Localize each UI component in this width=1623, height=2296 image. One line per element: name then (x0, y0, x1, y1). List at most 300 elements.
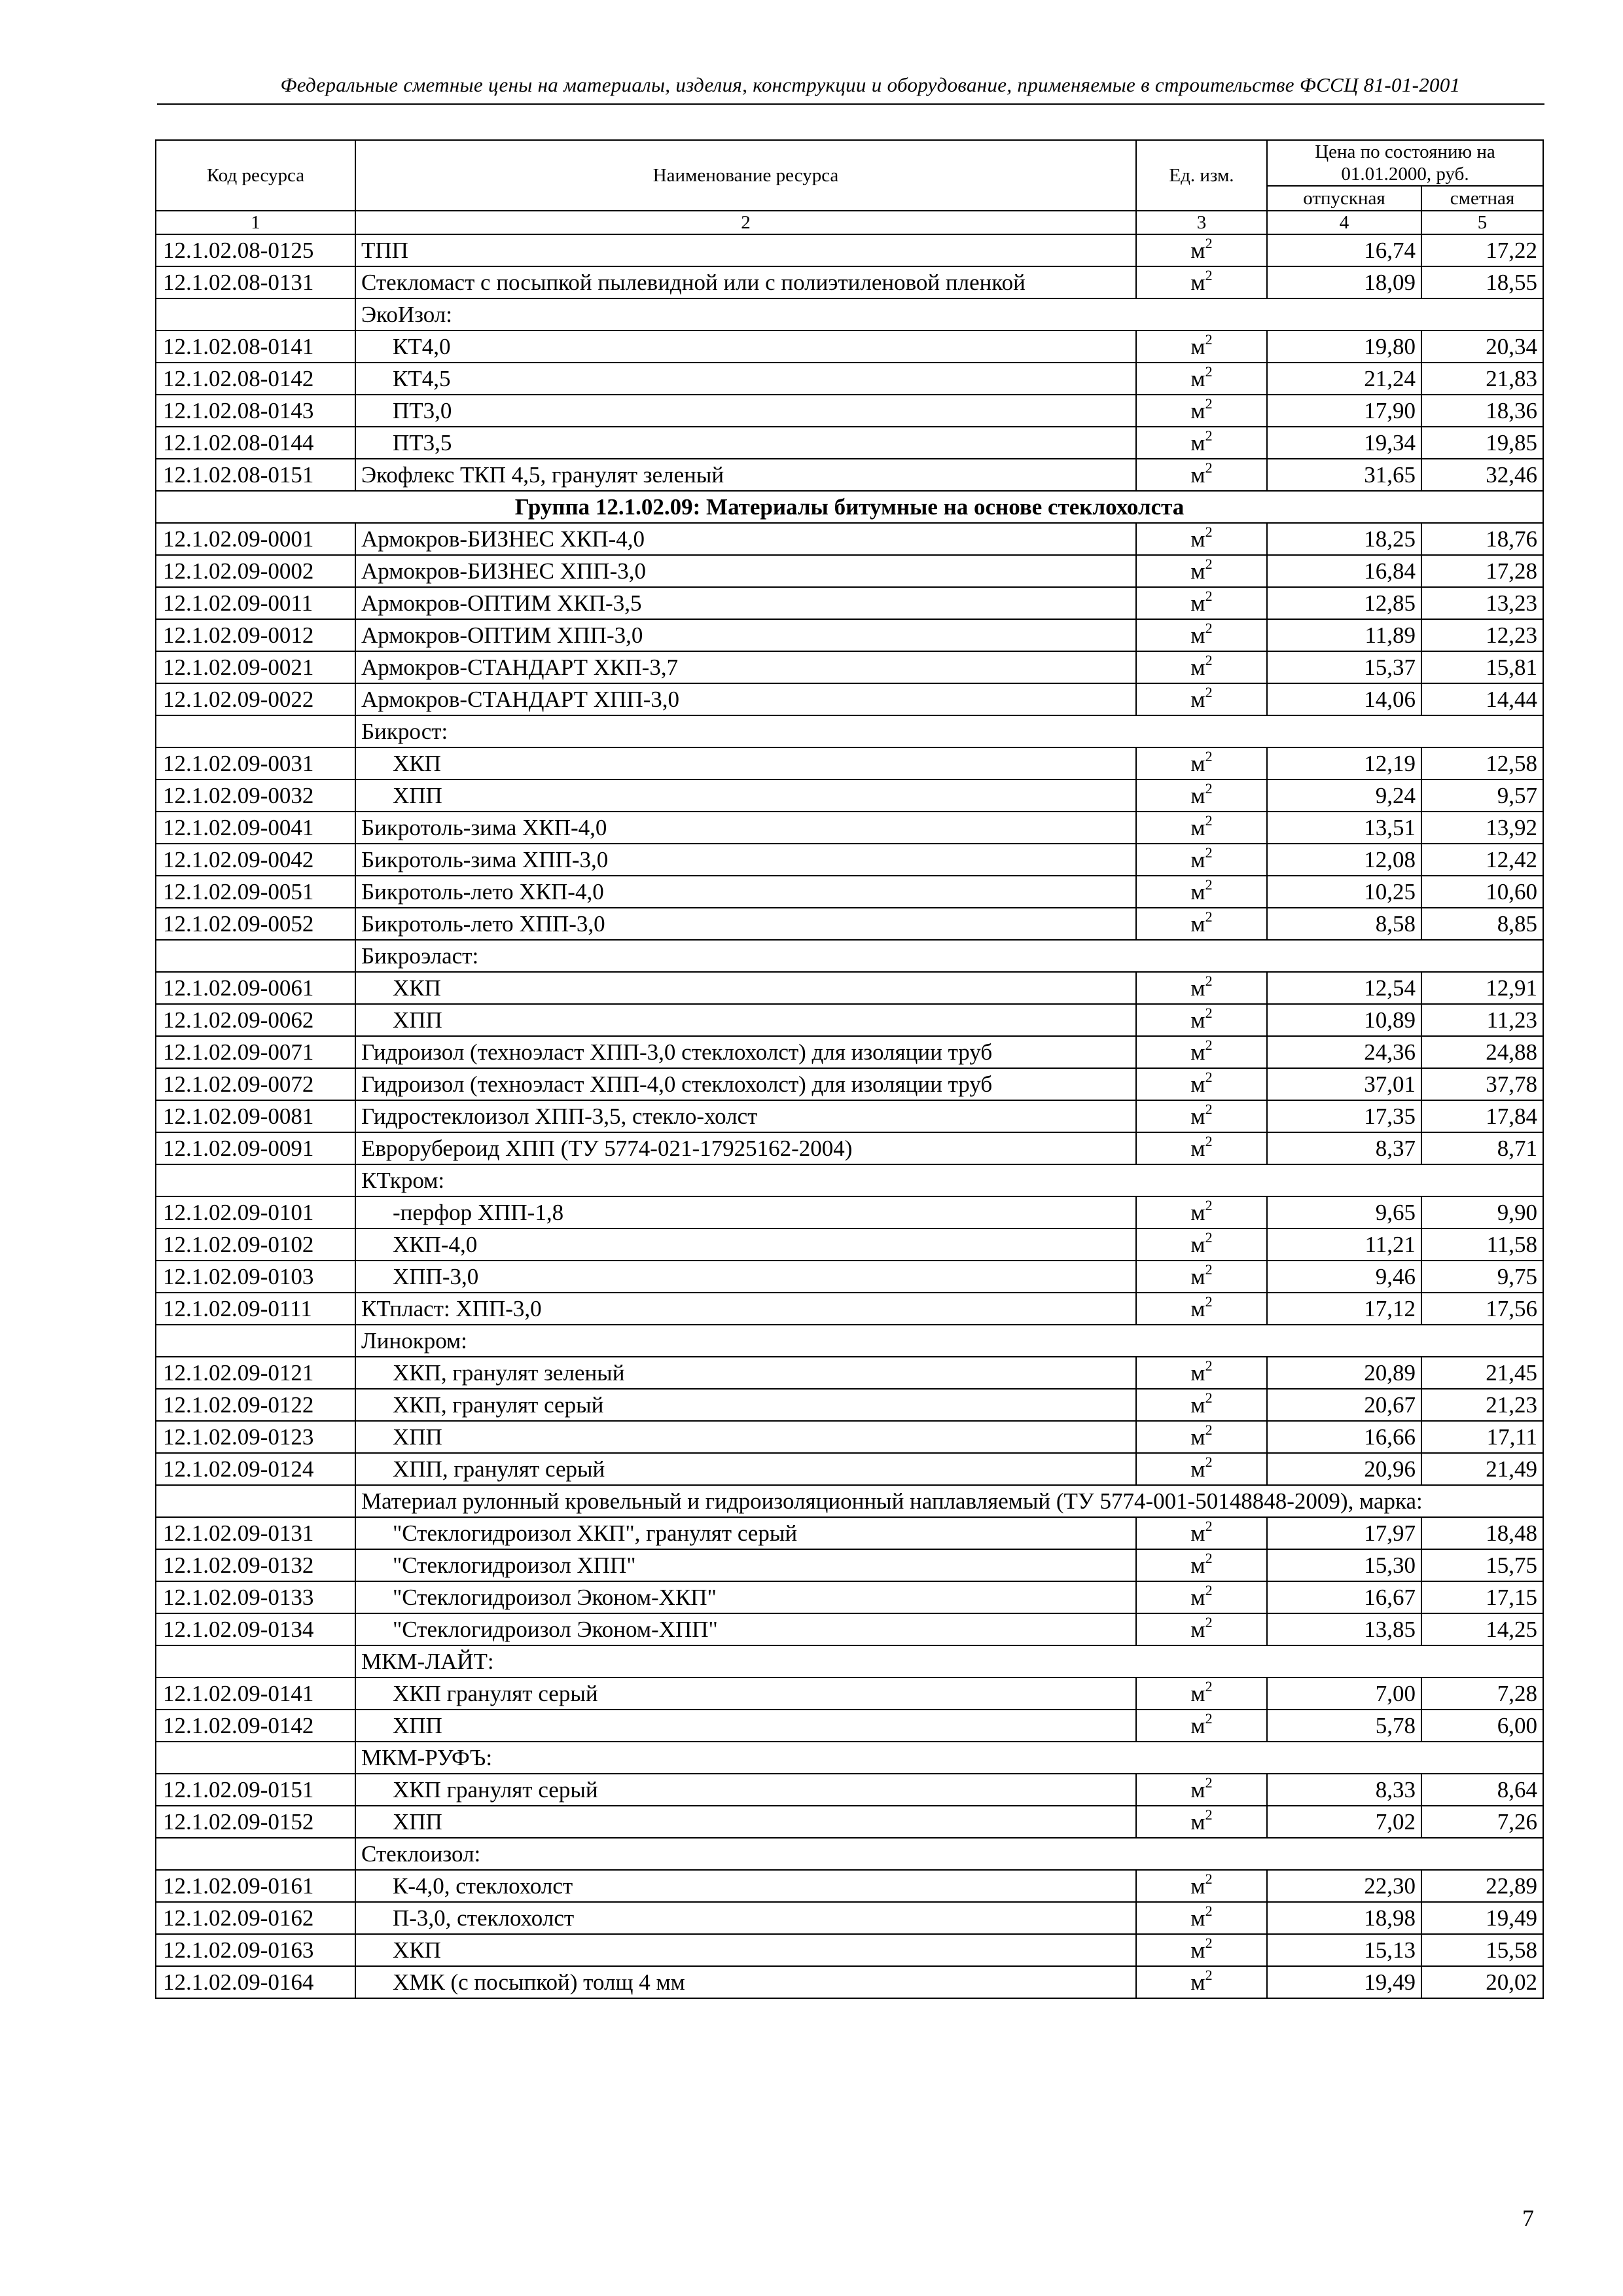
unit-exponent: 2 (1205, 267, 1213, 284)
unit-exponent: 2 (1205, 812, 1213, 829)
col-unit-header: Ед. изм. (1136, 140, 1267, 211)
unit-cell (1136, 812, 1267, 844)
resource-code: 12.1.02.08-0131 (156, 266, 355, 298)
empty-cell (156, 1838, 355, 1870)
estimate-price: 17,15 (1421, 1581, 1543, 1613)
resource-name: ХПП (393, 1713, 442, 1738)
resource-name: ХПП (393, 1809, 442, 1835)
table-row (156, 1293, 1543, 1325)
unit-exponent: 2 (1205, 1710, 1213, 1727)
table-row (156, 1261, 1543, 1293)
resource-code: 12.1.02.09-0132 (156, 1549, 355, 1581)
col-number: 1 (156, 211, 355, 234)
release-price: 11,89 (1267, 619, 1421, 651)
resource-name-cell (355, 523, 1136, 555)
unit-exponent: 2 (1205, 459, 1213, 476)
resource-code: 12.1.02.09-0162 (156, 1902, 355, 1934)
unit-cell (1136, 1934, 1267, 1966)
estimate-price: 17,56 (1421, 1293, 1543, 1325)
resource-name-cell (355, 1357, 1136, 1389)
resource-name: ХКП-4,0 (393, 1232, 478, 1257)
table-row (156, 1517, 1543, 1549)
estimate-price: 21,45 (1421, 1357, 1543, 1389)
release-price: 8,33 (1267, 1774, 1421, 1806)
unit-cell (1136, 1293, 1267, 1325)
release-price: 15,30 (1267, 1549, 1421, 1581)
resource-name-cell (355, 1100, 1136, 1132)
resource-code: 12.1.02.09-0011 (156, 587, 355, 619)
release-price: 37,01 (1267, 1068, 1421, 1100)
unit-base: м (1190, 1969, 1205, 1995)
release-price: 17,35 (1267, 1100, 1421, 1132)
subheading: Бикрост: (355, 715, 1543, 747)
resource-name: Экофлекс ТКП 4,5, гранулят зеленый (361, 462, 724, 488)
estimate-price: 21,49 (1421, 1453, 1543, 1485)
resource-name-cell (355, 812, 1136, 844)
unit-exponent: 2 (1205, 748, 1213, 765)
resource-name-cell (355, 1261, 1136, 1293)
unit-cell (1136, 1870, 1267, 1902)
release-price: 15,37 (1267, 651, 1421, 683)
unit-cell (1136, 1068, 1267, 1100)
empty-cell (156, 715, 355, 747)
unit-exponent: 2 (1205, 1454, 1213, 1471)
unit-exponent: 2 (1205, 427, 1213, 444)
resource-name: ХКП (393, 1937, 441, 1963)
page-number: 7 (1522, 2205, 1534, 2231)
unit-base: м (1190, 238, 1205, 263)
release-price: 5,78 (1267, 1710, 1421, 1742)
unit-base: м (1190, 1424, 1205, 1450)
release-price: 21,24 (1267, 363, 1421, 395)
resource-name: "Стеклогидроизол ХПП" (393, 1552, 636, 1578)
unit-cell (1136, 1132, 1267, 1164)
resource-name: ХКП гранулят серый (393, 1681, 598, 1706)
release-price: 10,25 (1267, 876, 1421, 908)
resource-name: Армокров-ОПТИМ ХКП-3,5 (361, 590, 642, 616)
resource-name-cell (355, 1068, 1136, 1100)
unit-base: м (1190, 1392, 1205, 1418)
release-price: 12,85 (1267, 587, 1421, 619)
subheading: МКМ-ЛАЙТ: (355, 1645, 1543, 1677)
release-price: 9,65 (1267, 1196, 1421, 1229)
subheading-row (156, 1164, 1543, 1196)
unit-exponent: 2 (1205, 1935, 1213, 1952)
table-row (156, 812, 1543, 844)
release-price: 9,46 (1267, 1261, 1421, 1293)
resource-code: 12.1.02.09-0131 (156, 1517, 355, 1549)
unit-cell (1136, 1549, 1267, 1581)
price-table (155, 139, 1544, 1999)
unit-base: м (1190, 815, 1205, 840)
unit-base: м (1190, 1552, 1205, 1578)
release-price: 20,67 (1267, 1389, 1421, 1421)
unit-base: м (1190, 1681, 1205, 1706)
resource-name-cell (355, 1004, 1136, 1036)
unit-base: м (1190, 1809, 1205, 1835)
unit-exponent: 2 (1205, 844, 1213, 861)
resource-name-cell (355, 1453, 1136, 1485)
unit-cell (1136, 1261, 1267, 1293)
unit-cell (1136, 1100, 1267, 1132)
resource-name-cell (355, 1677, 1136, 1710)
col-price-header: Цена по состоянию на 01.01.2000, руб. (1267, 140, 1543, 186)
estimate-price: 14,44 (1421, 683, 1543, 715)
release-price: 12,08 (1267, 844, 1421, 876)
resource-name: К-4,0, стеклохолст (393, 1873, 573, 1899)
resource-name: ТПП (361, 238, 408, 263)
group-heading-row (156, 491, 1543, 523)
empty-cell (156, 1645, 355, 1677)
unit-base: м (1190, 911, 1205, 937)
release-price: 10,89 (1267, 1004, 1421, 1036)
resource-name: Гидроизол (техноэласт ХПП-3,0 стеклохолст) для изоляции труб (361, 1039, 993, 1065)
unit-exponent: 2 (1205, 524, 1213, 541)
estimate-price: 18,55 (1421, 266, 1543, 298)
resource-code: 12.1.02.09-0161 (156, 1870, 355, 1902)
unit-exponent: 2 (1205, 1229, 1213, 1246)
estimate-price: 8,64 (1421, 1774, 1543, 1806)
table-row (156, 1549, 1543, 1581)
resource-code: 12.1.02.09-0142 (156, 1710, 355, 1742)
resource-name: -перфор ХПП-1,8 (393, 1200, 564, 1225)
col-number: 4 (1267, 211, 1421, 234)
resource-code: 12.1.02.09-0152 (156, 1806, 355, 1838)
unit-exponent: 2 (1205, 556, 1213, 573)
unit-cell (1136, 1004, 1267, 1036)
table-row (156, 747, 1543, 780)
resource-code: 12.1.02.09-0103 (156, 1261, 355, 1293)
unit-exponent: 2 (1205, 1037, 1213, 1054)
unit-cell (1136, 523, 1267, 555)
table-row (156, 1613, 1543, 1645)
table-row (156, 1229, 1543, 1261)
unit-exponent: 2 (1205, 235, 1213, 252)
resource-code: 12.1.02.09-0091 (156, 1132, 355, 1164)
resource-name: ХПП, гранулят серый (393, 1456, 605, 1482)
estimate-price: 17,11 (1421, 1421, 1543, 1453)
unit-cell (1136, 619, 1267, 651)
release-price: 8,58 (1267, 908, 1421, 940)
estimate-price: 21,83 (1421, 363, 1543, 395)
resource-name-cell (355, 651, 1136, 683)
unit-cell (1136, 651, 1267, 683)
estimate-price: 12,42 (1421, 844, 1543, 876)
unit-exponent: 2 (1205, 620, 1213, 637)
unit-exponent: 2 (1205, 395, 1213, 412)
resource-name-cell (355, 1581, 1136, 1613)
table-row (156, 395, 1543, 427)
resource-name: Бикротоль-лето ХКП-4,0 (361, 879, 604, 905)
resource-name: Армокров-БИЗНЕС ХПП-3,0 (361, 558, 646, 584)
table-row (156, 1934, 1543, 1966)
estimate-price: 7,28 (1421, 1677, 1543, 1710)
unit-base: м (1190, 1713, 1205, 1738)
unit-cell (1136, 908, 1267, 940)
estimate-price: 18,36 (1421, 395, 1543, 427)
unit-exponent: 2 (1205, 1614, 1213, 1631)
table-row (156, 555, 1543, 587)
unit-base: м (1190, 366, 1205, 391)
resource-name-cell (355, 1196, 1136, 1229)
resource-name: "Стеклогидроизол Эконом-ХКП" (393, 1585, 717, 1610)
unit-cell (1136, 1581, 1267, 1613)
release-price: 11,21 (1267, 1229, 1421, 1261)
empty-cell (156, 1164, 355, 1196)
unit-exponent: 2 (1205, 1678, 1213, 1695)
resource-name: Бикротоль-лето ХПП-3,0 (361, 911, 605, 937)
estimate-price: 19,49 (1421, 1902, 1543, 1934)
resource-code: 12.1.02.08-0125 (156, 234, 355, 266)
unit-exponent: 2 (1205, 1357, 1213, 1374)
unit-base: м (1190, 783, 1205, 808)
unit-exponent: 2 (1205, 684, 1213, 701)
table-row (156, 1100, 1543, 1132)
release-price: 19,34 (1267, 427, 1421, 459)
estimate-price: 8,85 (1421, 908, 1543, 940)
resource-name-cell (355, 1293, 1136, 1325)
subheading: Бикроэласт: (355, 940, 1543, 972)
resource-name: Армокров-СТАНДАРТ ХКП-3,7 (361, 655, 679, 680)
unit-base: м (1190, 1296, 1205, 1321)
resource-name-cell (355, 683, 1136, 715)
unit-exponent: 2 (1205, 780, 1213, 797)
estimate-price: 19,85 (1421, 427, 1543, 459)
estimate-price: 18,76 (1421, 523, 1543, 555)
unit-cell (1136, 1677, 1267, 1710)
unit-base: м (1190, 687, 1205, 712)
resource-name: Бикротоль-зима ХКП-4,0 (361, 815, 607, 840)
estimate-price: 14,25 (1421, 1613, 1543, 1645)
col-code-header: Код ресурса (156, 140, 355, 211)
unit-base: м (1190, 430, 1205, 456)
estimate-price: 12,91 (1421, 972, 1543, 1004)
resource-name-cell (355, 1132, 1136, 1164)
unit-cell (1136, 587, 1267, 619)
resource-code: 12.1.02.09-0122 (156, 1389, 355, 1421)
unit-exponent: 2 (1205, 1197, 1213, 1214)
unit-base: м (1190, 847, 1205, 872)
col-number: 5 (1421, 211, 1543, 234)
resource-name-cell (355, 1774, 1136, 1806)
resource-name-cell (355, 1806, 1136, 1838)
resource-code: 12.1.02.08-0151 (156, 459, 355, 491)
resource-name: ХПП-3,0 (393, 1264, 479, 1289)
release-price: 16,67 (1267, 1581, 1421, 1613)
table-row (156, 908, 1543, 940)
resource-name-cell (355, 1870, 1136, 1902)
unit-cell (1136, 266, 1267, 298)
resource-name: ХМК (с посыпкой) толщ 4 мм (393, 1969, 685, 1995)
unit-base: м (1190, 334, 1205, 359)
resource-code: 12.1.02.09-0031 (156, 747, 355, 780)
release-price: 24,36 (1267, 1036, 1421, 1068)
unit-exponent: 2 (1205, 1101, 1213, 1118)
resource-name-cell (355, 1613, 1136, 1645)
table-row (156, 619, 1543, 651)
table-row (156, 876, 1543, 908)
estimate-price: 12,23 (1421, 619, 1543, 651)
unit-cell (1136, 1421, 1267, 1453)
estimate-price: 7,26 (1421, 1806, 1543, 1838)
table-row (156, 972, 1543, 1004)
resource-name-cell (355, 234, 1136, 266)
resource-name: П-3,0, стеклохолст (393, 1905, 575, 1931)
unit-exponent: 2 (1205, 588, 1213, 605)
resource-name: Бикротоль-зима ХПП-3,0 (361, 847, 609, 872)
unit-base: м (1190, 1873, 1205, 1899)
unit-base: м (1190, 1136, 1205, 1161)
empty-cell (156, 1325, 355, 1357)
unit-cell (1136, 1710, 1267, 1742)
estimate-price: 17,28 (1421, 555, 1543, 587)
resource-name-cell (355, 619, 1136, 651)
unit-base: м (1190, 590, 1205, 616)
table-row (156, 683, 1543, 715)
unit-cell (1136, 1196, 1267, 1229)
resource-name-cell (355, 972, 1136, 1004)
resource-name: Еврорубероид ХПП (ТУ 5774-021-17925162-2004) (361, 1136, 853, 1161)
unit-base: м (1190, 1905, 1205, 1931)
resource-code: 12.1.02.09-0021 (156, 651, 355, 683)
unit-exponent: 2 (1205, 1967, 1213, 1984)
resource-code: 12.1.02.09-0041 (156, 812, 355, 844)
unit-cell (1136, 1389, 1267, 1421)
table-row (156, 1902, 1543, 1934)
resource-code: 12.1.02.09-0151 (156, 1774, 355, 1806)
estimate-price: 13,92 (1421, 812, 1543, 844)
col-name-header: Наименование ресурса (355, 140, 1136, 211)
resource-code: 12.1.02.08-0144 (156, 427, 355, 459)
resource-name: ХКП (393, 751, 441, 776)
release-price: 15,13 (1267, 1934, 1421, 1966)
unit-exponent: 2 (1205, 1903, 1213, 1920)
unit-cell (1136, 234, 1267, 266)
unit-base: м (1190, 1360, 1205, 1386)
table-row (156, 1581, 1543, 1613)
resource-name: Армокров-ОПТИМ ХПП-3,0 (361, 622, 643, 648)
resource-name: "Стеклогидроизол ХКП", гранулят серый (393, 1520, 798, 1546)
group-heading: Группа 12.1.02.09: Материалы битумные на основе стеклохолста (156, 491, 1543, 523)
resource-name-cell (355, 844, 1136, 876)
resource-name-cell (355, 780, 1136, 812)
release-price: 20,89 (1267, 1357, 1421, 1389)
unit-cell (1136, 1613, 1267, 1645)
release-price: 16,74 (1267, 234, 1421, 266)
estimate-price: 9,57 (1421, 780, 1543, 812)
unit-cell (1136, 1966, 1267, 1998)
unit-exponent: 2 (1205, 1774, 1213, 1791)
release-price: 19,49 (1267, 1966, 1421, 1998)
release-price: 17,97 (1267, 1517, 1421, 1549)
resource-name-cell (355, 331, 1136, 363)
resource-code: 12.1.02.09-0111 (156, 1293, 355, 1325)
release-price: 9,24 (1267, 780, 1421, 812)
empty-cell (156, 298, 355, 331)
release-price: 17,12 (1267, 1293, 1421, 1325)
unit-cell (1136, 1774, 1267, 1806)
table-row (156, 331, 1543, 363)
estimate-price: 12,58 (1421, 747, 1543, 780)
resource-name-cell (355, 1710, 1136, 1742)
subheading-row (156, 1645, 1543, 1677)
resource-code: 12.1.02.09-0163 (156, 1934, 355, 1966)
subheading-row (156, 1742, 1543, 1774)
resource-name: ХПП (393, 1007, 442, 1033)
unit-cell (1136, 1517, 1267, 1549)
table-row (156, 459, 1543, 491)
unit-cell (1136, 395, 1267, 427)
resource-name-cell (355, 1549, 1136, 1581)
resource-name-cell (355, 555, 1136, 587)
unit-exponent: 2 (1205, 1261, 1213, 1278)
resource-name: КТ4,0 (393, 334, 451, 359)
resource-name: Армокров-СТАНДАРТ ХПП-3,0 (361, 687, 680, 712)
resource-code: 12.1.02.09-0012 (156, 619, 355, 651)
unit-base: м (1190, 622, 1205, 648)
release-price: 22,30 (1267, 1870, 1421, 1902)
unit-cell (1136, 427, 1267, 459)
subheading: Линокром: (355, 1325, 1543, 1357)
release-price: 20,96 (1267, 1453, 1421, 1485)
resource-code: 12.1.02.09-0052 (156, 908, 355, 940)
resource-name: Стекломаст с посыпкой пылевидной или с полиэтиленовой пленкой (361, 270, 1026, 295)
table-row (156, 427, 1543, 459)
estimate-price: 32,46 (1421, 459, 1543, 491)
unit-cell (1136, 844, 1267, 876)
unit-cell (1136, 363, 1267, 395)
unit-base: м (1190, 1232, 1205, 1257)
estimate-price: 13,23 (1421, 587, 1543, 619)
subheading-row (156, 1838, 1543, 1870)
resource-name-cell (355, 1934, 1136, 1966)
unit-exponent: 2 (1205, 652, 1213, 669)
resource-name-cell (355, 587, 1136, 619)
unit-exponent: 2 (1205, 1806, 1213, 1823)
unit-cell (1136, 1453, 1267, 1485)
estimate-price: 37,78 (1421, 1068, 1543, 1100)
resource-code: 12.1.02.09-0061 (156, 972, 355, 1004)
estimate-price: 6,00 (1421, 1710, 1543, 1742)
table-row (156, 1421, 1543, 1453)
unit-base: м (1190, 1937, 1205, 1963)
estimate-price: 15,81 (1421, 651, 1543, 683)
resource-name: ХКП (393, 975, 441, 1001)
unit-exponent: 2 (1205, 1069, 1213, 1086)
col-release-header: отпускная (1267, 186, 1421, 211)
unit-cell (1136, 1229, 1267, 1261)
release-price: 7,02 (1267, 1806, 1421, 1838)
unit-base: м (1190, 1777, 1205, 1803)
unit-exponent: 2 (1205, 1293, 1213, 1310)
resource-code: 12.1.02.09-0141 (156, 1677, 355, 1710)
resource-name: ХКП, гранулят зеленый (393, 1360, 625, 1386)
resource-code: 12.1.02.09-0042 (156, 844, 355, 876)
estimate-price: 9,75 (1421, 1261, 1543, 1293)
table-row (156, 234, 1543, 266)
subheading-row (156, 298, 1543, 331)
unit-base: м (1190, 751, 1205, 776)
resource-code: 12.1.02.09-0101 (156, 1196, 355, 1229)
resource-name: ХКП гранулят серый (393, 1777, 598, 1803)
col-number: 2 (355, 211, 1136, 234)
resource-code: 12.1.02.09-0124 (156, 1453, 355, 1485)
resource-name-cell (355, 459, 1136, 491)
resource-code: 12.1.02.09-0032 (156, 780, 355, 812)
resource-code: 12.1.02.09-0072 (156, 1068, 355, 1100)
unit-base: м (1190, 1200, 1205, 1225)
resource-code: 12.1.02.09-0134 (156, 1613, 355, 1645)
